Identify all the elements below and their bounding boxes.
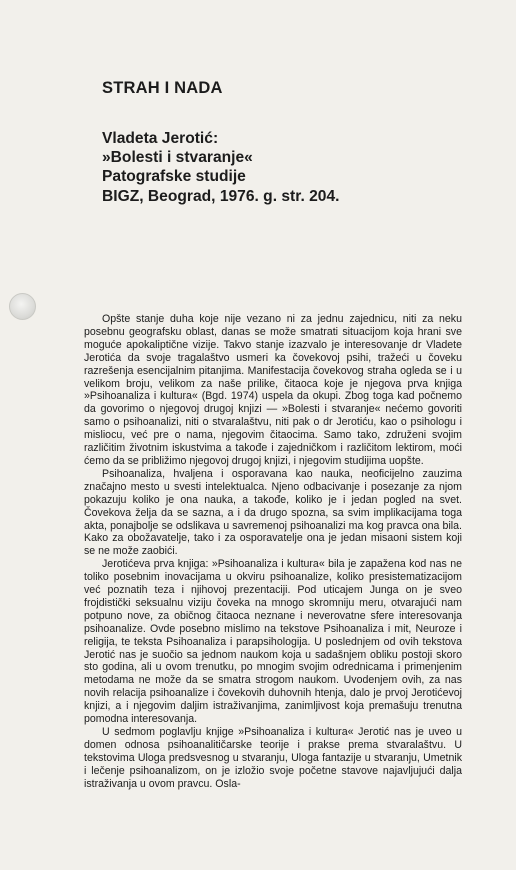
paragraph: Opšte stanje duha koje nije vezano ni za jednu zajednicu, niti za neku posebnu geografsku oblast, danas se može smatrati situacijom koja hrani sve moguće apokaliptične vizije. Takvo stanje izazvalo je interesovanje dr Vladete Jerotića da svoje tragalaštvo usmeri ka čovekovoj psihi, tražeći u čoveku razrešenja esencijalnim pitanjima. Manifestacija čovekovog straha ogleda se i u velikom broju, velikom za naše prilike, čitaoca koje je njegova prva knjiga »Psihoanaliza i kultura« (Bgd. 1974) uspela da okupi. Zbog toga kad počnemo da govorimo o njegovoj drugoj knjizi — »Bolesti i stvaranje« nećemo govoriti samo o psihoanalizi, niti o stvaralaštvu, niti pak o dr Jerotiću, kao o psihologu i misliocu, već pre o nama, njegovim čitaocima. Samo tako, združeni svojim različitim životnim iskustvima a takođe i zajedničkom i različitom lektirom, moći ćemo da se približimo njegovoj drugoj knjizi, i njegovim studijima uopšte. xyxy=(84,313,462,467)
book-publication: BIGZ, Beograd, 1976. g. str. 204. xyxy=(102,187,340,205)
book-author: Vladeta Jerotić: xyxy=(102,130,219,147)
paragraph: Jerotićeva prva knjiga: »Psihoanaliza i kultura« bila je zapažena kod nas ne toliko posebnim inovacijama u okviru psihoanalize, koliko presistematizacijom već poznatih teza i njihovoj prezentaciji. Pod uticajem Junga on je sveo frojdistički seksualnu viziju čoveka na mnogo skromniju meru, otvarajući nam potpuno nove, za običnog čitaoca neznane i neverovatne sfere interesovanja psihoanalize. Ovde posebno mislimo na tekstove Psihoanaliza i mit, Neuroze i religija, te teksta Psihoanaliza i parapsihologija. U poslednjem od ovih tekstova Jerotić nas je suočio sa jednom naukom koja u sadašnjem obliku postoji skoro sto godina, ali u ovom trenutku, po mnogim svojim odrednicama i primenjenim metodama ne može da se smatra strogom naukom. Uvodenjem ovih, za nas novih relacija psihoanalize i čovekovih duhovnih htenja, dalo je prvoj Jerotićevoj knjizi, a i njegovim daljim istraživanjima, zanimljivost koja premašuju trenutna pomodna interesovanja. xyxy=(84,558,462,726)
book-title: »Bolesti i stvaranje« xyxy=(102,149,253,167)
article-body xyxy=(84,313,462,791)
paragraph: U sedmom poglavlju knjige »Psihoanaliza i kultura« Jerotić nas je uveo u domen odnosa psihoanalitičarske teorije i prakse prema stvaralaštvu. U tekstovima Uloga predsvesnog u stvaranju, Uloga fantazije u stvaranju, Umetnik i lečenje psihoanalizom, on je izložio svoje početne stavove najavljujući dalja istraživanja u ovom pravcu. Osla- xyxy=(84,726,462,790)
binder-hole-icon xyxy=(9,293,36,320)
article-title: STRAH I NADA xyxy=(102,79,223,97)
book-subtitle: Patografske studije xyxy=(102,168,246,186)
book-reference xyxy=(102,129,339,206)
paragraph: Psihoanaliza, hvaljena i osporavana kao nauka, neoficijelno zauzima značajno mesto u svesti intelektualca. Njeno odbacivanje i posezanje za njom pokazuju koliko je ona nauka, a takođe, koliko je i jedan pogled na svet. Čovekova želja da se sazna, a i da drugo spozna, sa svim implikacijama toga akta, ponajbolje se odslikava u savremenoj psihoanalizi ma kog pravca ona bila. Kako za obožavatelje, tako i za osporavatelje ona je jedan misaoni sistem koji se ne može zaobići. xyxy=(84,467,462,558)
